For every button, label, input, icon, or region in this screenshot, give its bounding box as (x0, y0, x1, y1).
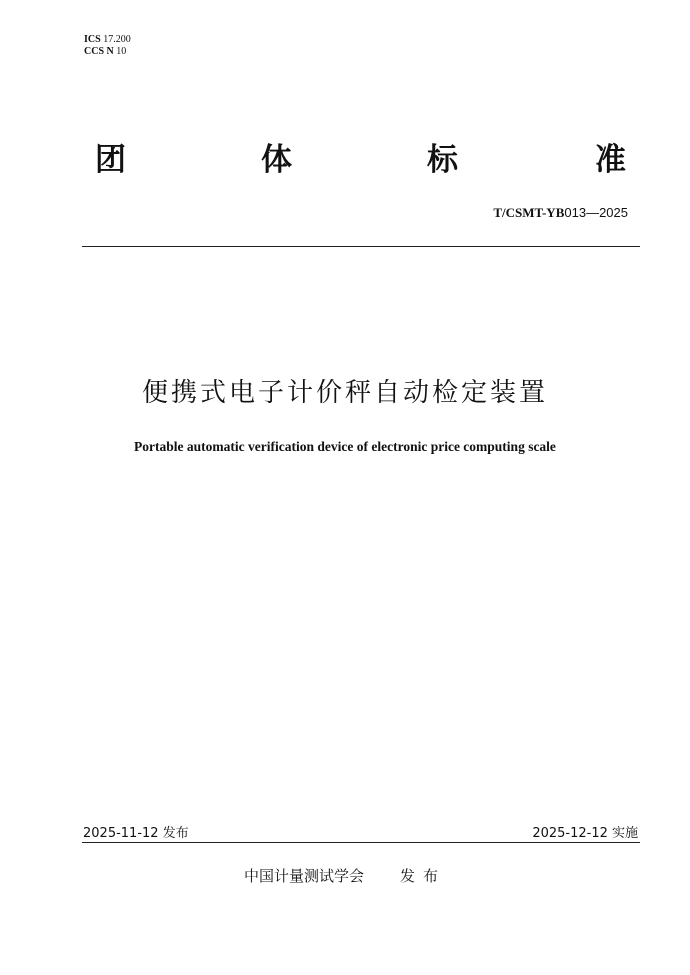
publisher-action: 发布 (400, 867, 447, 885)
publish-date: 2025-11-12 发布 (83, 826, 189, 841)
publisher-name: 中国计量测试学会 (243, 867, 364, 885)
heading-char: 团 (95, 142, 126, 178)
publisher-line (0, 865, 690, 886)
classification-codes (84, 34, 131, 58)
header-divider (82, 246, 640, 247)
document-type-heading (95, 140, 635, 180)
ccs-code: CCS N 10 (84, 46, 127, 57)
effective-date: 2025-12-12 实施 (532, 826, 638, 841)
ics-code: ICS 17.200 (84, 34, 131, 45)
title-english: Portable automatic verification device of electronic price computing scale (134, 439, 556, 454)
heading-char: 标 (427, 142, 458, 178)
heading-char: 准 (595, 142, 626, 178)
title-chinese: 便携式电子计价秤自动检定装置 (141, 378, 548, 408)
standard-number: T/CSMT-YB013—2025 (493, 205, 628, 220)
footer-divider (82, 842, 640, 843)
heading-char: 体 (261, 142, 292, 178)
